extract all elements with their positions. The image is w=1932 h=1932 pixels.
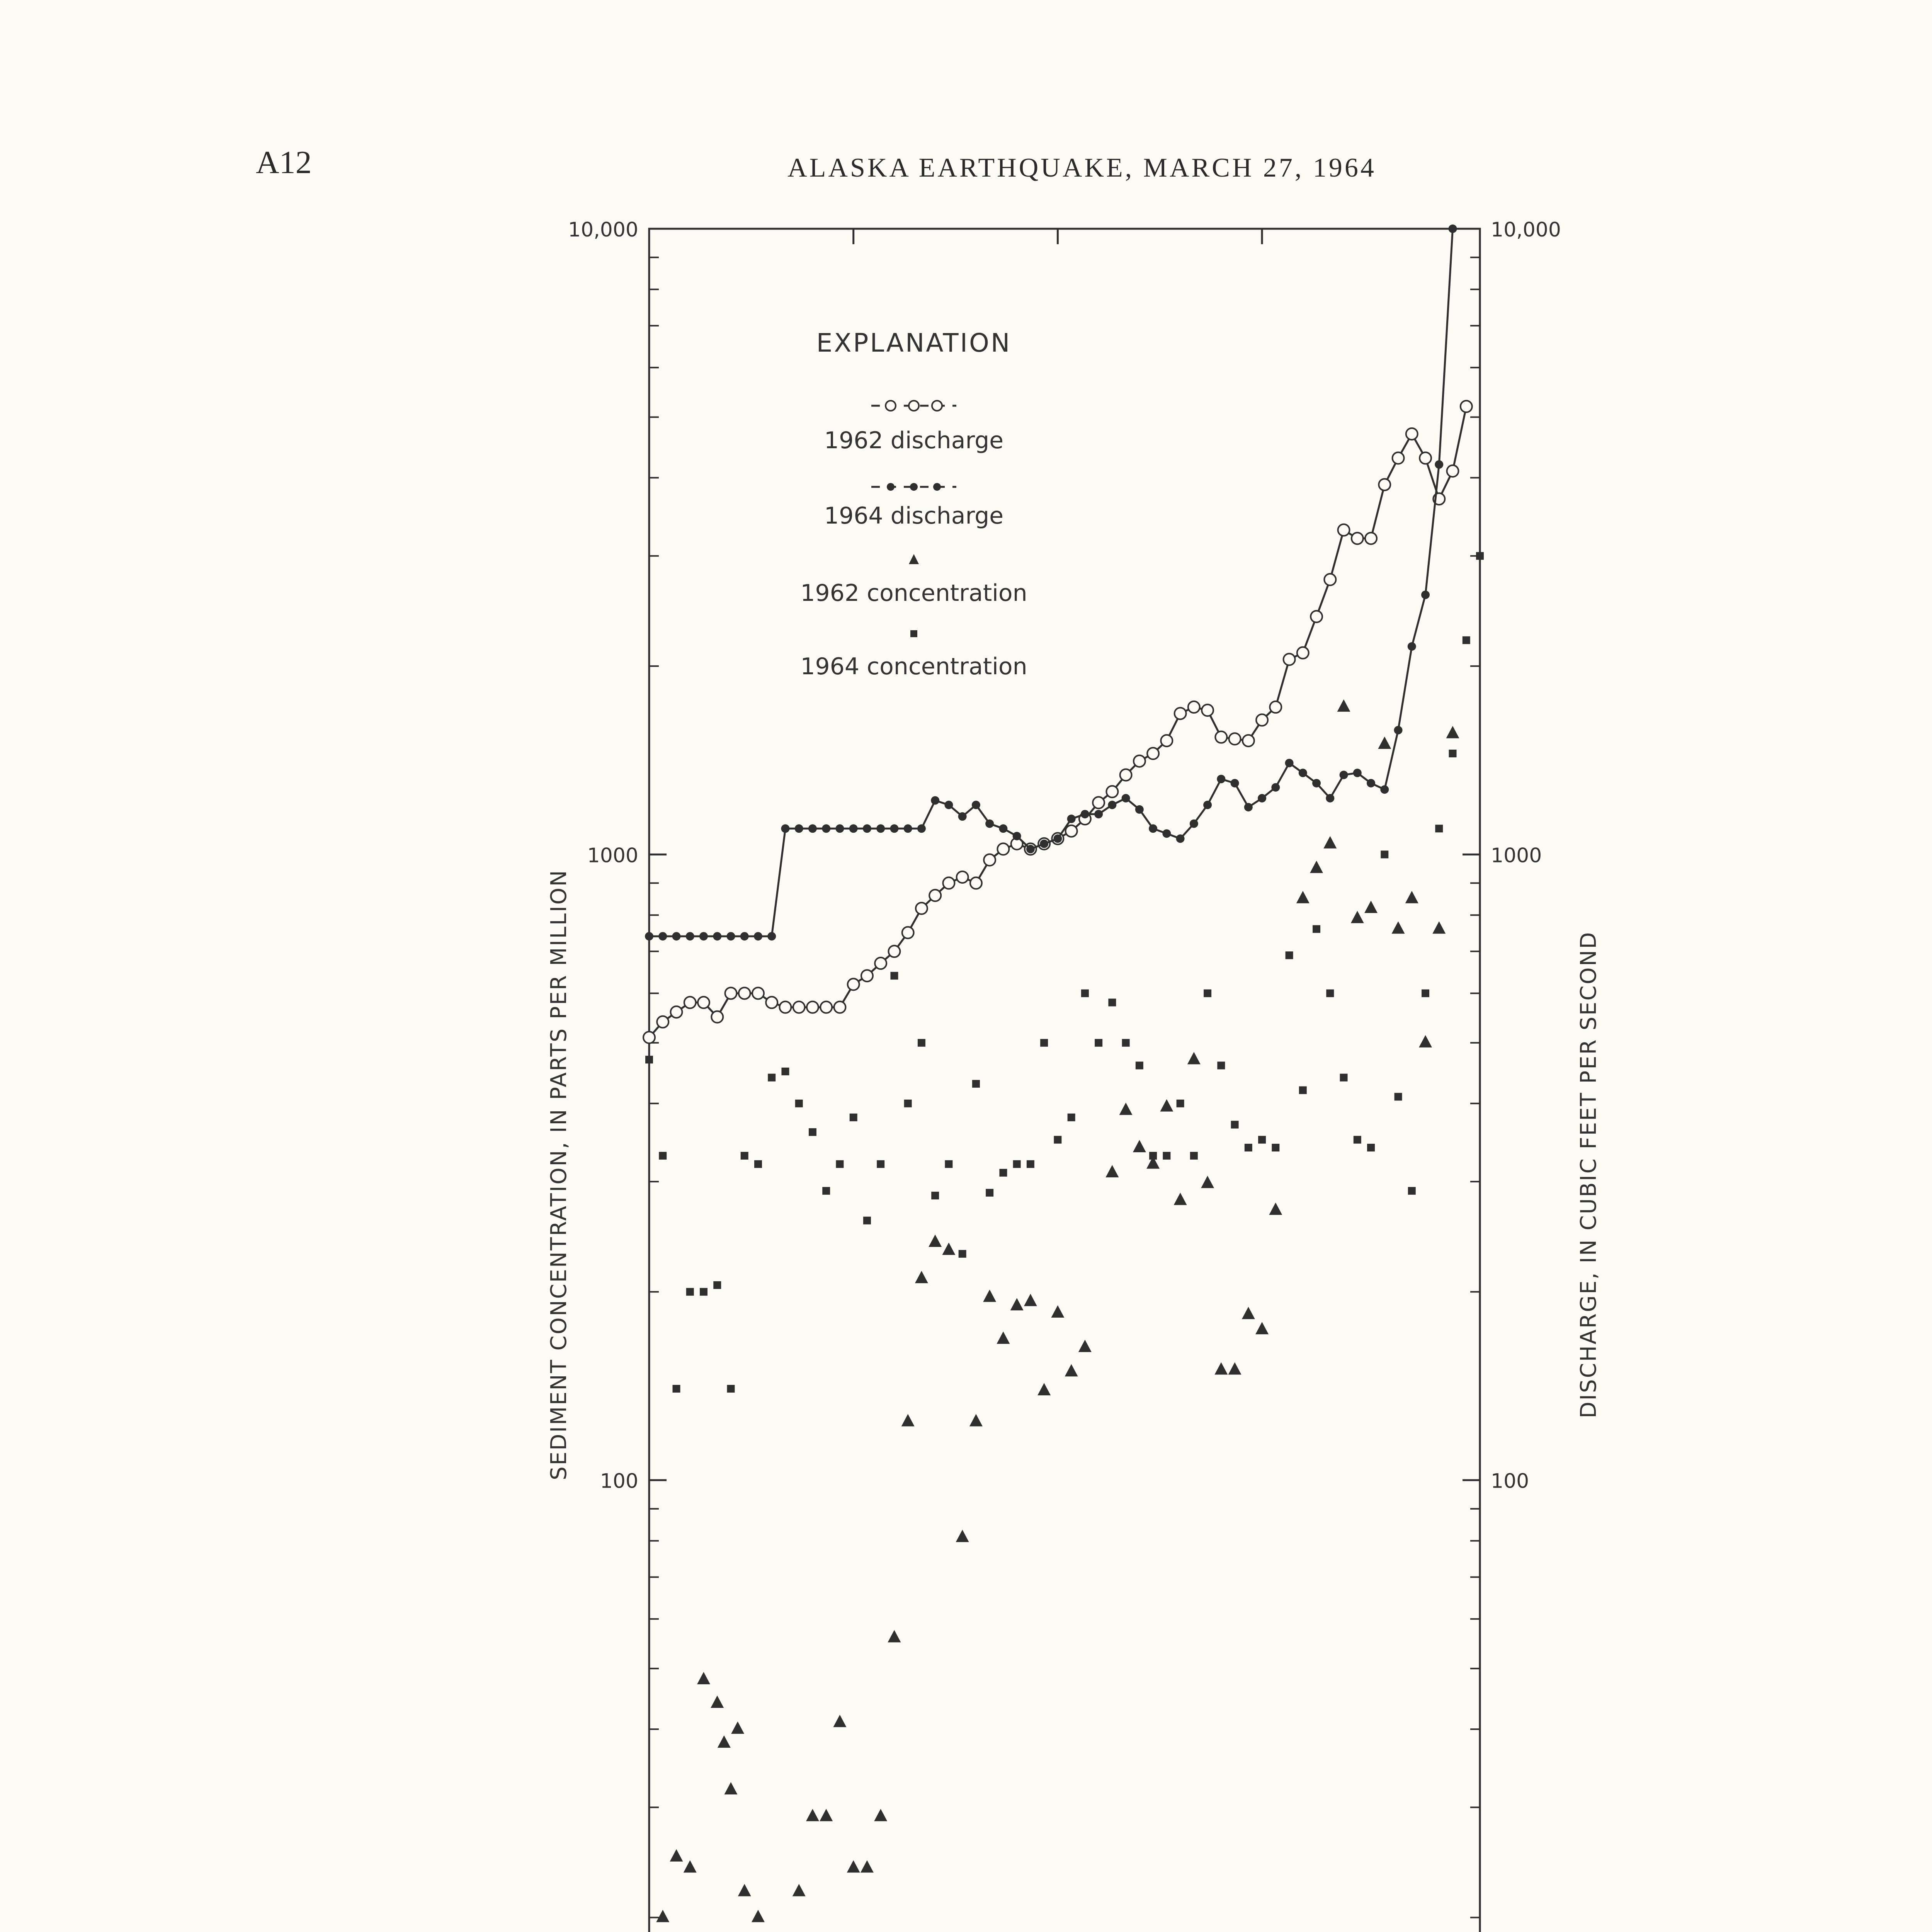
- data-point-1962-concentration: [738, 1884, 751, 1896]
- data-point-1964-discharge: [1340, 771, 1348, 779]
- data-point-1964-concentration: [1095, 1039, 1102, 1047]
- data-point-1962-concentration: [874, 1809, 887, 1821]
- data-point-1962-concentration: [1364, 901, 1378, 913]
- data-point-1964-concentration: [1258, 1136, 1266, 1144]
- data-point-1964-concentration: [1422, 990, 1429, 997]
- data-point-1962-discharge: [657, 1016, 668, 1028]
- data-point-1962-discharge: [888, 946, 900, 957]
- data-point-1962-concentration: [888, 1630, 901, 1642]
- data-point-1964-concentration: [863, 1217, 871, 1225]
- data-point-1964-concentration: [918, 1039, 925, 1047]
- data-point-1964-concentration: [1299, 1086, 1307, 1094]
- legend: [800, 328, 1027, 680]
- data-point-1964-concentration: [972, 1080, 980, 1088]
- data-point-1962-concentration: [929, 1235, 942, 1247]
- legend-entry-label: 1964 concentration: [800, 653, 1027, 680]
- legend-marker-open-circle: [909, 401, 919, 411]
- data-point-1964-concentration: [713, 1281, 721, 1289]
- data-point-1964-discharge: [1299, 769, 1307, 777]
- data-point-1964-concentration: [1476, 552, 1484, 560]
- data-point-1962-concentration: [956, 1530, 969, 1542]
- legend-entry-label: 1962 concentration: [800, 580, 1027, 607]
- legend-marker-filled-circle: [887, 483, 895, 491]
- data-point-1964-concentration: [672, 1385, 680, 1393]
- data-point-1962-discharge: [1243, 735, 1254, 747]
- legend-marker-triangle: [909, 554, 919, 564]
- data-point-1962-concentration: [697, 1672, 710, 1684]
- data-point-1964-discharge: [904, 824, 912, 833]
- data-point-1962-concentration: [1242, 1307, 1255, 1319]
- data-point-1964-concentration: [1326, 990, 1334, 997]
- data-point-1962-discharge: [929, 889, 941, 901]
- data-point-1962-discharge: [752, 988, 764, 999]
- data-point-1962-discharge: [1147, 748, 1159, 759]
- data-point-1964-discharge: [1312, 779, 1321, 787]
- data-point-1964-concentration: [1040, 1039, 1048, 1047]
- data-point-1964-discharge: [1421, 590, 1430, 599]
- data-point-1964-concentration: [1068, 1114, 1075, 1121]
- data-point-1962-concentration: [847, 1860, 860, 1872]
- data-point-1964-discharge: [1094, 810, 1103, 818]
- data-point-1964-discharge: [1244, 803, 1253, 811]
- y2-tick-label: 100: [1491, 1469, 1529, 1493]
- data-point-1964-discharge: [1231, 779, 1239, 787]
- data-point-1964-discharge: [1108, 801, 1116, 809]
- data-point-1964-discharge: [835, 824, 844, 833]
- data-point-1962-discharge: [1106, 786, 1118, 798]
- data-point-1962-concentration: [793, 1884, 806, 1896]
- data-point-1962-concentration: [718, 1735, 731, 1748]
- data-point-1964-concentration: [931, 1192, 939, 1199]
- data-point-1962-concentration: [1296, 891, 1310, 903]
- legend-marker-filled-circle: [910, 483, 918, 491]
- data-point-1964-concentration: [1463, 636, 1470, 644]
- data-point-1962-discharge: [711, 1011, 723, 1023]
- data-point-1964-discharge: [1013, 832, 1021, 840]
- legend-marker-filled-circle: [933, 483, 941, 491]
- data-point-1964-concentration: [890, 972, 898, 980]
- data-point-1964-concentration: [1354, 1136, 1361, 1144]
- data-point-1962-discharge: [902, 927, 914, 939]
- data-point-1962-discharge: [984, 854, 995, 866]
- data-point-1964-concentration: [1108, 998, 1116, 1006]
- data-point-1962-discharge: [643, 1032, 655, 1043]
- data-point-1962-concentration: [833, 1715, 846, 1727]
- legend-marker-square: [910, 630, 917, 637]
- data-point-1964-discharge: [876, 824, 885, 833]
- data-point-1964-concentration: [809, 1128, 816, 1136]
- data-point-1962-concentration: [752, 1910, 765, 1922]
- data-point-1962-discharge: [1284, 653, 1295, 665]
- data-point-1964-discharge: [686, 932, 694, 940]
- data-point-1962-concentration: [1446, 726, 1459, 738]
- data-point-1964-concentration: [1027, 1160, 1034, 1168]
- data-point-1962-concentration: [901, 1414, 915, 1426]
- axes: [568, 218, 1561, 1932]
- data-point-1964-concentration: [1149, 1152, 1157, 1160]
- data-point-1964-discharge: [1053, 834, 1062, 843]
- legend-heading: EXPLANATION: [816, 328, 1012, 358]
- data-point-1964-discharge: [726, 932, 735, 940]
- data-point-1964-concentration: [727, 1385, 735, 1393]
- data-point-1962-discharge: [1161, 735, 1172, 747]
- data-point-1964-concentration: [877, 1160, 884, 1168]
- data-point-1962-concentration: [1378, 736, 1391, 749]
- data-point-1964-concentration: [1177, 1100, 1184, 1107]
- data-point-1964-concentration: [1272, 1144, 1279, 1151]
- data-point-1964-concentration: [1231, 1121, 1239, 1129]
- data-point-1962-discharge: [943, 877, 954, 889]
- data-point-1962-concentration: [1351, 911, 1364, 923]
- data-point-1962-concentration: [1133, 1140, 1146, 1152]
- data-point-1964-discharge: [890, 824, 898, 833]
- data-point-1962-discharge: [1352, 532, 1363, 544]
- y-tick-label: 100: [600, 1469, 638, 1493]
- data-point-1964-discharge: [1040, 840, 1048, 848]
- data-point-1962-concentration: [1310, 861, 1323, 873]
- data-point-1964-concentration: [1081, 990, 1089, 997]
- data-point-1964-discharge: [1122, 794, 1130, 803]
- data-point-1962-discharge: [997, 843, 1009, 855]
- data-point-1964-discharge: [1271, 783, 1280, 792]
- data-point-1962-discharge: [1338, 524, 1350, 536]
- data-point-1962-discharge: [1420, 452, 1431, 464]
- data-point-1962-discharge: [1188, 701, 1200, 713]
- data-point-1964-concentration: [645, 1056, 653, 1063]
- data-point-1962-discharge: [1297, 647, 1309, 659]
- data-point-1964-concentration: [781, 1068, 789, 1075]
- data-point-1962-discharge: [970, 877, 982, 889]
- data-point-1962-concentration: [1065, 1364, 1078, 1376]
- data-point-1964-discharge: [699, 932, 708, 940]
- data-point-1964-concentration: [768, 1074, 776, 1082]
- data-point-1964-discharge: [1162, 829, 1171, 838]
- y-tick-label: 10,000: [568, 218, 638, 242]
- data-point-1964-discharge: [767, 932, 776, 940]
- data-point-1964-discharge: [1367, 779, 1375, 787]
- data-point-1964-concentration: [1190, 1152, 1198, 1160]
- data-point-1964-concentration: [1217, 1061, 1225, 1069]
- data-point-1962-discharge: [834, 1002, 845, 1013]
- data-point-1962-discharge: [1324, 574, 1336, 585]
- data-point-1964-concentration: [1013, 1160, 1021, 1168]
- data-point-1964-concentration: [741, 1152, 748, 1160]
- data-point-1962-concentration: [1432, 921, 1446, 934]
- data-point-1964-concentration: [999, 1169, 1007, 1177]
- data-point-1964-discharge: [1435, 460, 1443, 469]
- data-point-1962-concentration: [1392, 921, 1405, 934]
- data-point-1964-discharge: [849, 824, 858, 833]
- data-point-1964-discharge: [781, 824, 789, 833]
- data-point-1964-discharge: [1135, 805, 1144, 814]
- data-point-1964-discharge: [1408, 642, 1416, 651]
- data-point-1964-concentration: [700, 1288, 707, 1296]
- data-point-1964-discharge: [740, 932, 749, 940]
- data-point-1962-discharge: [725, 988, 736, 999]
- data-point-1964-discharge: [713, 932, 721, 940]
- data-point-1962-concentration: [1051, 1305, 1064, 1318]
- data-point-1962-concentration: [1419, 1035, 1432, 1048]
- data-point-1964-discharge: [999, 824, 1007, 833]
- data-point-1964-discharge: [917, 824, 926, 833]
- data-point-1964-concentration: [1054, 1136, 1061, 1144]
- y-tick-label: 1000: [587, 844, 638, 867]
- data-point-1962-concentration: [670, 1849, 683, 1862]
- data-point-1962-discharge: [1256, 714, 1268, 726]
- data-point-1964-discharge: [808, 824, 817, 833]
- data-point-1964-discharge: [944, 801, 953, 809]
- data-point-1964-concentration: [1313, 925, 1320, 933]
- data-point-1964-concentration: [1435, 825, 1443, 832]
- data-point-1962-concentration: [1174, 1193, 1187, 1205]
- data-point-1964-discharge: [822, 824, 830, 833]
- data-point-1962-concentration: [1405, 891, 1418, 903]
- data-point-1962-discharge: [684, 997, 696, 1008]
- legend-marker-open-circle: [932, 401, 942, 411]
- data-point-1962-discharge: [1406, 428, 1418, 440]
- data-point-1962-discharge: [1447, 465, 1459, 477]
- data-point-1962-concentration: [1323, 836, 1337, 849]
- data-point-1962-concentration: [861, 1860, 874, 1872]
- data-point-1962-discharge: [1202, 704, 1213, 716]
- running-head: ALASKA EARTHQUAKE, MARCH 27, 1964: [787, 153, 1376, 183]
- data-point-1964-concentration: [1286, 951, 1293, 959]
- data-point-1964-discharge: [795, 824, 803, 833]
- data-point-1962-discharge: [820, 1002, 832, 1013]
- data-point-1962-discharge: [766, 997, 777, 1008]
- data-point-1962-discharge: [861, 970, 873, 981]
- data-point-1964-discharge: [1380, 785, 1389, 794]
- data-point-1964-discharge: [1217, 775, 1225, 783]
- data-point-1964-concentration: [1122, 1039, 1130, 1047]
- legend-marker-open-circle: [886, 401, 896, 411]
- data-point-1964-concentration: [1245, 1144, 1252, 1151]
- y2-tick-label: 10,000: [1491, 218, 1561, 242]
- data-point-1962-concentration: [915, 1271, 928, 1283]
- data-point-1962-discharge: [1134, 755, 1145, 767]
- data-point-1964-concentration: [1340, 1074, 1348, 1082]
- data-point-1962-concentration: [942, 1243, 955, 1255]
- y2-axis-label: DISCHARGE, IN CUBIC FEET PER SECOND: [1576, 931, 1601, 1418]
- data-point-1964-concentration: [1449, 750, 1457, 757]
- legend-entry-label: 1964 discharge: [824, 502, 1004, 529]
- data-point-1962-discharge: [1215, 731, 1227, 743]
- data-point-1962-discharge: [916, 903, 927, 914]
- data-point-1962-concentration: [1037, 1383, 1051, 1395]
- data-point-1962-discharge: [1461, 401, 1472, 412]
- data-point-1964-discharge: [1203, 801, 1212, 809]
- data-point-1962-concentration: [1255, 1322, 1269, 1334]
- data-point-1964-concentration: [822, 1187, 830, 1195]
- data-point-1964-discharge: [1326, 794, 1334, 803]
- data-point-1964-concentration: [1204, 990, 1211, 997]
- data-point-1964-discharge: [1067, 815, 1076, 823]
- data-point-1962-discharge: [1270, 701, 1281, 713]
- data-point-1962-concentration: [684, 1860, 697, 1872]
- data-point-1964-discharge: [645, 932, 653, 940]
- data-point-1962-discharge: [1365, 532, 1377, 544]
- data-point-1962-concentration: [1187, 1052, 1201, 1064]
- data-point-1964-concentration: [1136, 1061, 1143, 1069]
- data-point-1964-concentration: [754, 1160, 762, 1168]
- data-point-1962-concentration: [1214, 1362, 1228, 1375]
- data-point-1964-discharge: [658, 932, 667, 940]
- data-point-1964-discharge: [972, 801, 980, 809]
- data-point-1964-concentration: [659, 1152, 667, 1160]
- data-point-1964-discharge: [985, 820, 994, 828]
- data-point-1962-concentration: [1201, 1176, 1214, 1188]
- data-point-1962-concentration: [1024, 1294, 1037, 1306]
- data-point-1962-discharge: [793, 1002, 805, 1013]
- data-point-1962-discharge: [1393, 452, 1404, 464]
- legend-entry-label: 1962 discharge: [824, 427, 1004, 454]
- data-point-1964-discharge: [863, 824, 871, 833]
- data-point-1962-concentration: [1078, 1340, 1092, 1352]
- data-point-1964-discharge: [1394, 726, 1403, 735]
- data-point-1964-concentration: [795, 1100, 803, 1107]
- data-point-1964-concentration: [850, 1114, 857, 1121]
- data-point-1962-concentration: [724, 1782, 737, 1794]
- data-point-1962-concentration: [656, 1910, 669, 1922]
- data-point-1962-concentration: [806, 1809, 819, 1821]
- data-point-1962-concentration: [711, 1696, 724, 1708]
- data-point-1962-concentration: [1119, 1103, 1133, 1115]
- data-point-1962-discharge: [807, 1002, 818, 1013]
- data-point-1964-concentration: [1395, 1093, 1402, 1100]
- data-point-1964-discharge: [1449, 224, 1457, 233]
- data-point-1964-concentration: [686, 1288, 694, 1296]
- data-point-1962-concentration: [1337, 699, 1350, 712]
- data-point-1964-discharge: [1149, 824, 1157, 833]
- data-point-1962-discharge: [670, 1006, 682, 1018]
- data-point-1964-discharge: [1081, 810, 1089, 818]
- data-point-1964-concentration: [1381, 850, 1388, 858]
- data-point-1962-discharge: [1175, 707, 1186, 719]
- data-point-1964-concentration: [945, 1160, 952, 1168]
- data-point-1964-discharge: [1190, 820, 1198, 828]
- data-point-1962-discharge: [848, 979, 859, 990]
- data-point-1962-concentration: [731, 1721, 744, 1734]
- data-point-1962-discharge: [698, 997, 709, 1008]
- data-point-1962-concentration: [983, 1289, 996, 1302]
- data-point-1962-discharge: [1066, 825, 1077, 837]
- data-point-1964-concentration: [904, 1100, 912, 1107]
- data-point-1964-concentration: [959, 1250, 966, 1258]
- data-point-1962-concentration: [1269, 1202, 1282, 1215]
- data-point-1964-discharge: [1353, 769, 1362, 777]
- data-point-1962-discharge: [1379, 479, 1390, 490]
- data-point-1962-discharge: [875, 957, 886, 969]
- data-point-1964-concentration: [986, 1189, 993, 1197]
- data-point-1962-discharge: [957, 871, 968, 883]
- data-point-1964-discharge: [1258, 794, 1266, 803]
- data-point-1962-discharge: [1120, 769, 1132, 781]
- y2-tick-label: 1000: [1491, 844, 1542, 867]
- data-point-1962-concentration: [1010, 1298, 1024, 1310]
- data-point-1964-discharge: [1026, 845, 1035, 853]
- data-point-1962-concentration: [1160, 1099, 1173, 1112]
- data-point-1962-concentration: [997, 1332, 1010, 1344]
- page-number: A12: [256, 145, 312, 180]
- data-point-1964-concentration: [1367, 1144, 1375, 1151]
- data-point-1964-discharge: [1285, 759, 1294, 767]
- data-point-1964-discharge: [931, 796, 939, 804]
- data-point-1964-discharge: [672, 932, 680, 940]
- data-point-1962-concentration: [1105, 1165, 1119, 1177]
- data-point-1964-concentration: [1408, 1187, 1416, 1195]
- data-point-1964-discharge: [754, 932, 762, 940]
- data-point-1962-discharge: [1229, 733, 1241, 745]
- y-axis-label: SEDIMENT CONCENTRATION, IN PARTS PER MILLION: [546, 869, 571, 1480]
- data-point-1964-discharge: [958, 812, 967, 821]
- data-point-1962-concentration: [969, 1414, 983, 1426]
- data-point-1964-concentration: [836, 1160, 844, 1168]
- data-point-1962-discharge: [1311, 611, 1322, 622]
- data-point-1962-concentration: [820, 1809, 833, 1821]
- data-point-1964-concentration: [1163, 1152, 1170, 1160]
- series-line-1962-discharge: [649, 406, 1466, 1037]
- data-point-1962-discharge: [779, 1002, 791, 1013]
- chart-marks: [643, 224, 1484, 1932]
- data-point-1962-discharge: [739, 988, 750, 999]
- data-point-1964-discharge: [1176, 834, 1185, 843]
- data-point-1962-discharge: [1093, 797, 1104, 808]
- data-point-1962-concentration: [1228, 1362, 1242, 1375]
